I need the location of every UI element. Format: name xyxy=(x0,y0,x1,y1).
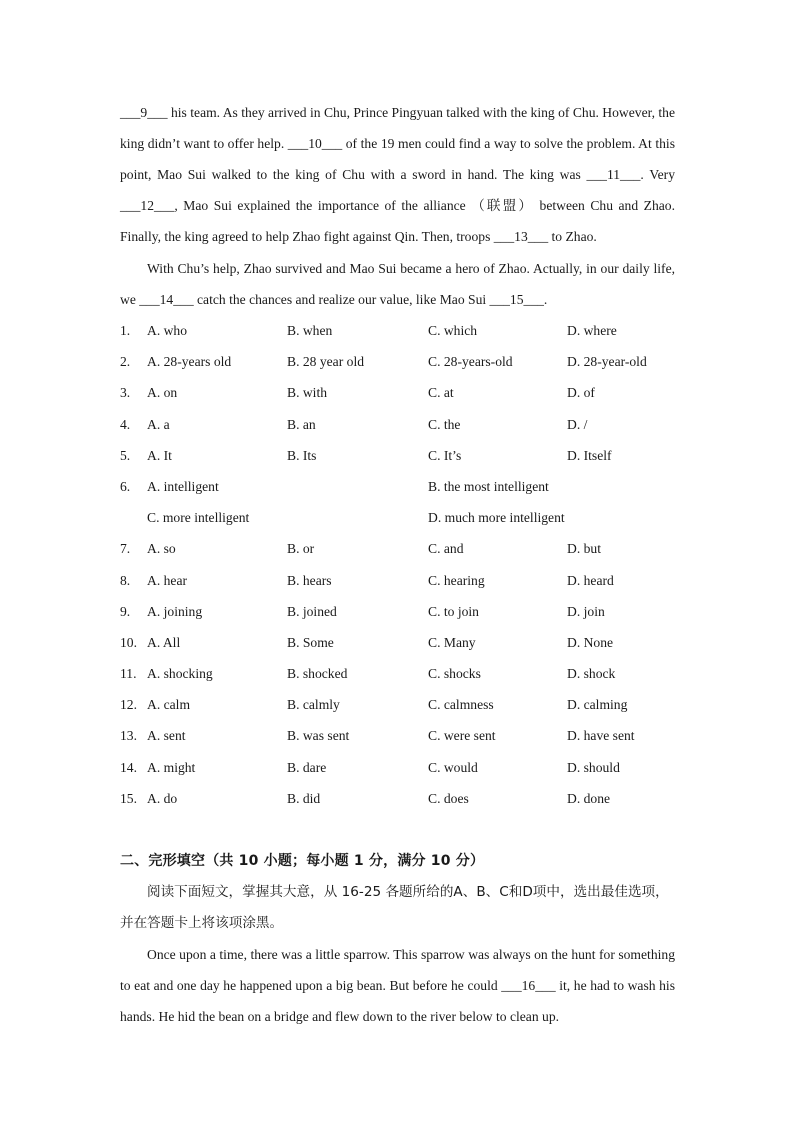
option-c: C. hearing xyxy=(428,572,485,588)
option-c: C. would xyxy=(428,759,478,775)
question-row xyxy=(120,533,680,564)
option-a: A. intelligent xyxy=(147,478,219,494)
question-row xyxy=(120,315,680,346)
question-row xyxy=(120,471,680,502)
option-c: C. calmness xyxy=(428,697,494,713)
question-number: 12. xyxy=(120,697,137,713)
question-row xyxy=(120,440,680,471)
option-c: C. It’s xyxy=(428,447,462,463)
question-row xyxy=(120,752,680,783)
option-b: B. 28 year old xyxy=(287,354,365,370)
option-b: B. did xyxy=(287,790,321,806)
option-a: A. joining xyxy=(147,603,203,619)
option-a: A. hear xyxy=(147,572,188,588)
passage-paragraph-2: With Chu’s help, Zhao survived and Mao Sui became a hero of Zhao. Actually, in our daily life, we ___14___ catch the chances and realize our value, like Mao Sui ___15___. xyxy=(120,261,675,307)
option-a: A. calm xyxy=(147,697,191,713)
option-d: D. / xyxy=(567,416,588,432)
option-c: C. the xyxy=(428,416,461,432)
passage-paragraph-1: ___9___ his team. As they arrived in Chu, Prince Pingyuan talked with the king of Chu. However, the king didn’t want to offer help. ___10___ of the 19 men could find a way to solve the problem. At this point, Mao Sui walked to the king of Chu with a sword in hand. The king was ___11___. Very ___12___, Mao Sui explained the importance of the alliance （联盟） between Chu and Zhao. Finally, the king agreed to help Zhao fight against Qin. Then, troops ___13___ to Zhao. xyxy=(120,105,675,244)
question-row xyxy=(120,689,680,720)
question-number: 5. xyxy=(120,447,131,463)
option-d: D. much more intelligent xyxy=(428,510,565,526)
question-number: 14. xyxy=(120,759,137,775)
question-number: 1. xyxy=(120,323,131,338)
option-b: B. when xyxy=(287,323,333,338)
option-d: D. heard xyxy=(567,572,614,588)
option-b: B. shocked xyxy=(287,666,348,682)
question-row xyxy=(120,783,680,814)
option-d: D. done xyxy=(567,790,611,806)
option-c: C. which xyxy=(428,323,478,338)
option-b: B. joined xyxy=(287,603,337,619)
option-b: B. an xyxy=(287,416,316,432)
option-c: C. and xyxy=(428,541,464,557)
question-row xyxy=(120,409,680,440)
option-a: A. so xyxy=(147,541,176,557)
option-b: B. calmly xyxy=(287,697,340,713)
option-a: A. on xyxy=(147,385,178,401)
question-number: 10. xyxy=(120,634,137,650)
option-c: C. Many xyxy=(428,634,476,650)
option-b: B. was sent xyxy=(287,728,350,744)
section-2-instructions: 阅读下面短文，掌握其大意，从 16-25 各题所给的A、B、C和D项中，选出最佳选项，并在答题卡上将该项涂黑。 xyxy=(120,884,669,931)
option-b: B. dare xyxy=(287,759,327,775)
option-a: A. do xyxy=(147,790,178,806)
question-number: 2. xyxy=(120,354,131,370)
option-b: B. with xyxy=(287,385,328,401)
option-a: A. who xyxy=(147,323,188,338)
section-2-title: 二、完形填空（共 10 小题；每小题 1 分，满分 10 分） xyxy=(120,853,485,869)
option-a: A. 28-years old xyxy=(147,354,232,370)
option-d: D. where xyxy=(567,323,617,338)
option-d: D. Itself xyxy=(567,447,612,463)
option-c: C. shocks xyxy=(428,666,481,682)
question-number: 4. xyxy=(120,416,131,432)
option-d: D. but xyxy=(567,541,601,557)
option-c: C. 28-years-old xyxy=(428,354,513,370)
question-row xyxy=(120,346,680,377)
option-b: B. Its xyxy=(287,447,317,463)
option-a: A. sent xyxy=(147,728,186,744)
option-a: A. shocking xyxy=(147,666,213,682)
question-row-continued xyxy=(120,502,680,533)
question-number: 7. xyxy=(120,541,131,557)
option-b: B. hears xyxy=(287,572,332,588)
question-number: 11. xyxy=(120,666,137,682)
option-a: A. All xyxy=(147,634,181,650)
section-2-paragraph: Once upon a time, there was a little sparrow. This sparrow was always on the hunt for something to eat and one day he happened upon a big bean. But before he could ___16___ it, he had to wash his hands. He hid the bean on a bridge and flew down to the river below to clean up. xyxy=(120,947,675,1024)
option-b: B. the most intelligent xyxy=(428,478,549,494)
option-c: C. were sent xyxy=(428,728,496,744)
option-d: D. None xyxy=(567,634,614,650)
option-d: D. should xyxy=(567,759,620,775)
question-number: 9. xyxy=(120,603,131,619)
option-d: D. join xyxy=(567,603,605,619)
question-number: 13. xyxy=(120,728,137,744)
question-number: 8. xyxy=(120,572,131,588)
option-d: D. calming xyxy=(567,697,628,713)
question-number: 15. xyxy=(120,790,137,806)
option-b: B. Some xyxy=(287,634,334,650)
question-row xyxy=(120,720,680,751)
question-row xyxy=(120,596,680,627)
option-d: D. shock xyxy=(567,666,616,682)
question-number: 6. xyxy=(120,478,131,494)
option-c: C. to join xyxy=(428,603,479,619)
option-b: B. or xyxy=(287,541,315,557)
option-d: D. of xyxy=(567,385,595,401)
option-d: D. 28-year-old xyxy=(567,354,647,370)
option-c: C. more intelligent xyxy=(147,510,250,526)
option-d: D. have sent xyxy=(567,728,635,744)
option-a: A. might xyxy=(147,759,196,775)
option-c: C. does xyxy=(428,790,469,806)
question-row xyxy=(120,377,680,408)
question-row xyxy=(120,627,680,658)
option-a: A. It xyxy=(147,447,172,463)
option-a: A. a xyxy=(147,416,170,432)
question-row xyxy=(120,658,680,689)
option-c: C. at xyxy=(428,385,454,401)
question-row xyxy=(120,565,680,596)
question-options xyxy=(120,315,680,814)
question-number: 3. xyxy=(120,385,131,401)
